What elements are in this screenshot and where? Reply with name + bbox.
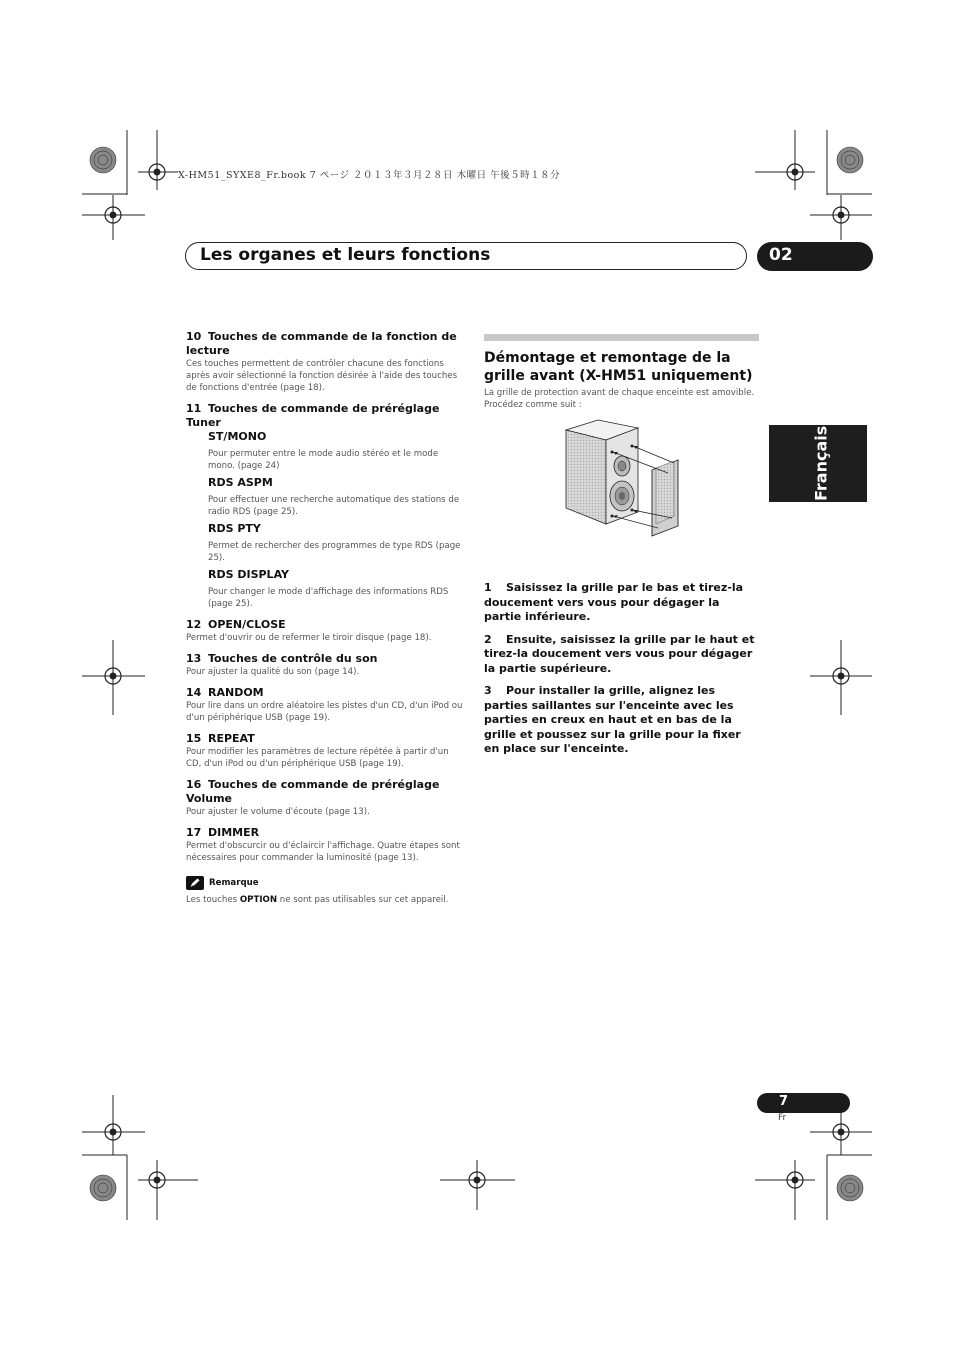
item-text: Pour modifier les paramètres de lecture répétée à partir d'un CD, d'un iPod ou d'un périphérique USB (page 19). — [186, 747, 449, 769]
item-12 — [186, 618, 466, 644]
item-14 — [186, 686, 466, 724]
sub-text: Pour permuter entre le mode audio stéréo et le mode mono. (page 24) — [208, 449, 439, 471]
step-number: 2 — [484, 632, 492, 646]
right-column — [484, 334, 759, 757]
item-title: RANDOM — [208, 686, 264, 699]
note-text-bold: OPTION — [239, 895, 278, 905]
note-header — [186, 876, 466, 890]
chapter-title-bar — [185, 242, 747, 270]
page-number: 7 — [779, 1094, 789, 1109]
sub-title: ST/MONO — [208, 430, 267, 443]
chapter-number: 02 — [769, 245, 793, 265]
page-number-badge — [757, 1093, 850, 1113]
sub-title: RDS DISPLAY — [208, 568, 289, 581]
note-text-start: Les touches — [186, 895, 240, 905]
step-2 — [484, 633, 759, 677]
item-number: 10 — [186, 330, 202, 343]
item-number: 16 — [186, 778, 202, 791]
item-17 — [186, 826, 466, 864]
language-tab-label: Français — [811, 425, 831, 501]
sub-text: Pour effectuer une recherche automatique des stations de radio RDS (page 25). — [208, 495, 460, 517]
language-tab — [769, 425, 867, 502]
section-heading: Démontage et remontage de la grille avant (X-HM51 uniquement) — [484, 350, 753, 384]
item-text: Permet d'obscurcir ou d'éclaircir l'affichage. Quatre étapes sont nécessaires pour commander la luminosité (page 13). — [186, 841, 460, 863]
sub-title: RDS ASPM — [208, 476, 273, 489]
item-title: OPEN/CLOSE — [208, 618, 286, 631]
item-title: Touches de contrôle du son — [208, 652, 378, 665]
item-16 — [186, 778, 466, 818]
step-3 — [484, 684, 759, 757]
file-header: X-HM51_SYXE8_Fr.book 7 ページ ２０１３年３月２８日 木曜日 午後５時１８分 — [178, 170, 561, 181]
step-text: Saisissez la grille par le bas et tirez-la doucement vers vous pour dégager la partie inférieure. — [484, 581, 744, 623]
sub-text: Permet de rechercher des programmes de type RDS (page 25). — [208, 541, 461, 563]
item-text: Pour ajuster la qualité du son (page 14). — [186, 667, 360, 677]
section-rule — [484, 334, 759, 341]
step-text: Ensuite, saisissez la grille par le haut et tirez-la doucement vers vous pour dégager la partie supérieure. — [484, 632, 755, 675]
section-intro: La grille de protection avant de chaque enceinte est amovible. Procédez comme suit : — [484, 388, 755, 410]
item-13 — [186, 652, 466, 678]
item-title: Touches de commande de préréglage Tuner — [186, 402, 440, 429]
chapter-badge — [757, 242, 873, 271]
item-text: Permet d'ouvrir ou de refermer le tiroir disque (page 18). — [186, 633, 432, 643]
sub-text: Pour changer le mode d'affichage des informations RDS (page 25). — [208, 587, 449, 609]
item-title: Touches de commande de préréglage Volume — [186, 778, 440, 805]
item-number: 17 — [186, 826, 202, 839]
item-text: Pour ajuster le volume d'écoute (page 13). — [186, 807, 370, 817]
step-number: 3 — [484, 684, 492, 697]
item-title: DIMMER — [208, 826, 260, 839]
item-number: 14 — [186, 686, 202, 699]
item-text: Pour lire dans un ordre aléatoire les pistes d'un CD, d'un iPod ou d'un périphérique USB (page 19). — [186, 701, 463, 723]
note-text-end: ne sont pas utilisables sur cet appareil. — [277, 895, 449, 905]
item-11 — [186, 402, 466, 610]
item-10 — [186, 330, 466, 394]
page-language: Fr — [778, 1113, 787, 1123]
step-1 — [484, 581, 759, 625]
left-column — [186, 330, 466, 906]
pencil-note-icon — [186, 876, 204, 890]
step-number: 1 — [484, 581, 492, 594]
note-text — [186, 894, 466, 906]
speaker-grille-illustration — [558, 418, 684, 538]
step-text: Pour installer la grille, alignez les parties saillantes sur l'enceinte avec les parties en creux en haut et en bas de la grille et poussez sur la grille pour la fixer en place sur l'enceinte. — [484, 684, 741, 755]
page-title: Les organes et leurs fonctions — [200, 245, 491, 265]
sub-title: RDS PTY — [208, 522, 261, 535]
item-text: Ces touches permettent de contrôler chacune des fonctions après avoir sélectionné la fonction désirée à l'aide des touches de fonctions d'entrée (page 18). — [186, 359, 458, 393]
item-title: REPEAT — [208, 732, 255, 745]
item-number: 13 — [186, 652, 202, 665]
note-label: Remarque — [209, 878, 259, 888]
item-number: 11 — [186, 402, 202, 415]
item-number: 12 — [186, 618, 202, 631]
item-title: Touches de commande de la fonction de lecture — [186, 330, 457, 357]
item-number: 15 — [186, 732, 202, 745]
item-15 — [186, 732, 466, 770]
